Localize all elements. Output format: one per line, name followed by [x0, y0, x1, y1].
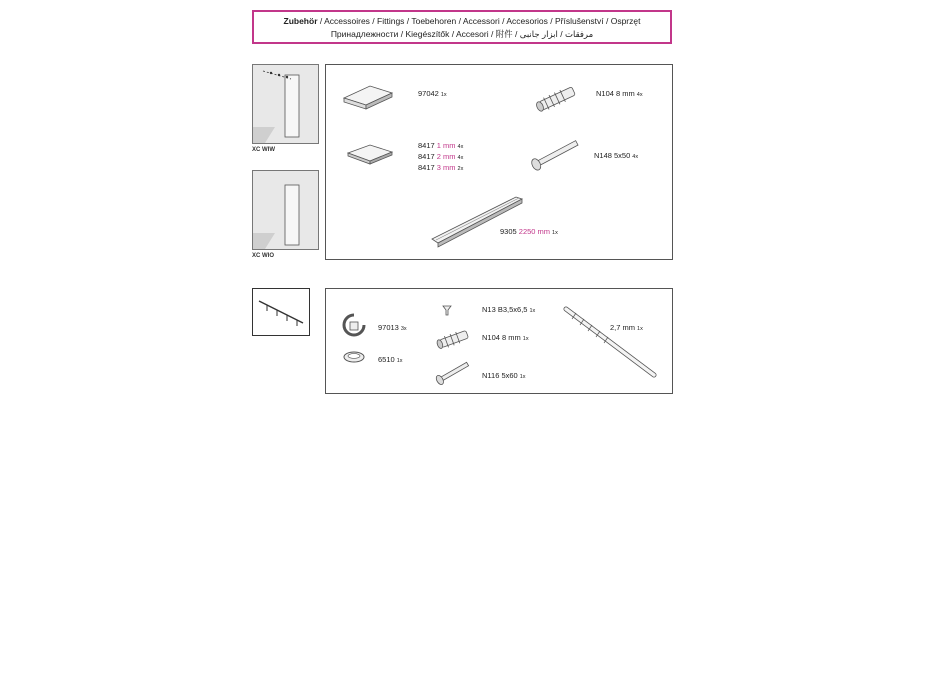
cover-cap-icon: [342, 349, 366, 365]
spacer-item: 8417 2 mm 4x: [418, 152, 464, 161]
header-box: [252, 10, 672, 44]
wall-profile-rail-icon: [430, 191, 526, 247]
screw-icon: [526, 135, 584, 175]
part-label: N148 5x50 4x: [594, 151, 639, 160]
parts-panel-2: [325, 288, 673, 394]
spacer-plate-icon: [348, 143, 394, 167]
part-label: 6510 1x: [378, 355, 403, 364]
part-label: N104 8 mm 1x: [482, 333, 529, 342]
part-label: 2,7 mm 1x: [610, 323, 643, 332]
part-label: 9305 2250 mm 1x: [500, 227, 558, 236]
small-screw-icon: [440, 303, 454, 317]
part-label: N116 5x60 1x: [482, 371, 526, 380]
header-line-1: [254, 15, 670, 28]
wall-profile-block-icon: [344, 83, 394, 113]
thumbnail-stabilizer-bar: [252, 288, 310, 336]
part-label: N104 8 mm 4x: [596, 89, 643, 98]
screw-icon: [432, 361, 472, 385]
wall-plug-icon: [531, 81, 583, 115]
header-languages: / Accessoires / Fittings / Toebehoren / Accessori / Accesorios / Příslušenství / Osprzęt: [317, 16, 641, 26]
stabilizer-bar-illustration: [253, 289, 309, 335]
thumbnail-xc-wio: [252, 170, 319, 250]
wall-installation-illustration: [253, 171, 318, 249]
drill-bit-icon: [562, 305, 662, 381]
wall-plug-icon: [434, 327, 474, 351]
parts-panel-1: [325, 64, 673, 260]
thumbnail-label-xc-wiw: XC WIW: [252, 147, 275, 153]
part-label: N13 B3,5x6,5 1x: [482, 305, 536, 314]
thumbnail-xc-wiw: [252, 64, 319, 144]
header-line-2: Принадлежности / Kiegészítők / Accesori / 附件 / مرفقات / ابزار جانبی: [330, 29, 594, 39]
part-label: 97042 1x: [418, 89, 447, 98]
spacer-item: 8417 3 mm 2x: [418, 163, 464, 172]
spacer-list: [418, 141, 463, 174]
wall-installation-illustration: [253, 65, 318, 143]
part-label: 97013 3x: [378, 323, 407, 332]
thumbnail-label-xc-wio: XC WIO: [252, 253, 274, 259]
spacer-item: 8417 1 mm 4x: [418, 141, 464, 150]
header-title: Zubehör: [283, 16, 318, 26]
clip-icon: [342, 313, 366, 339]
